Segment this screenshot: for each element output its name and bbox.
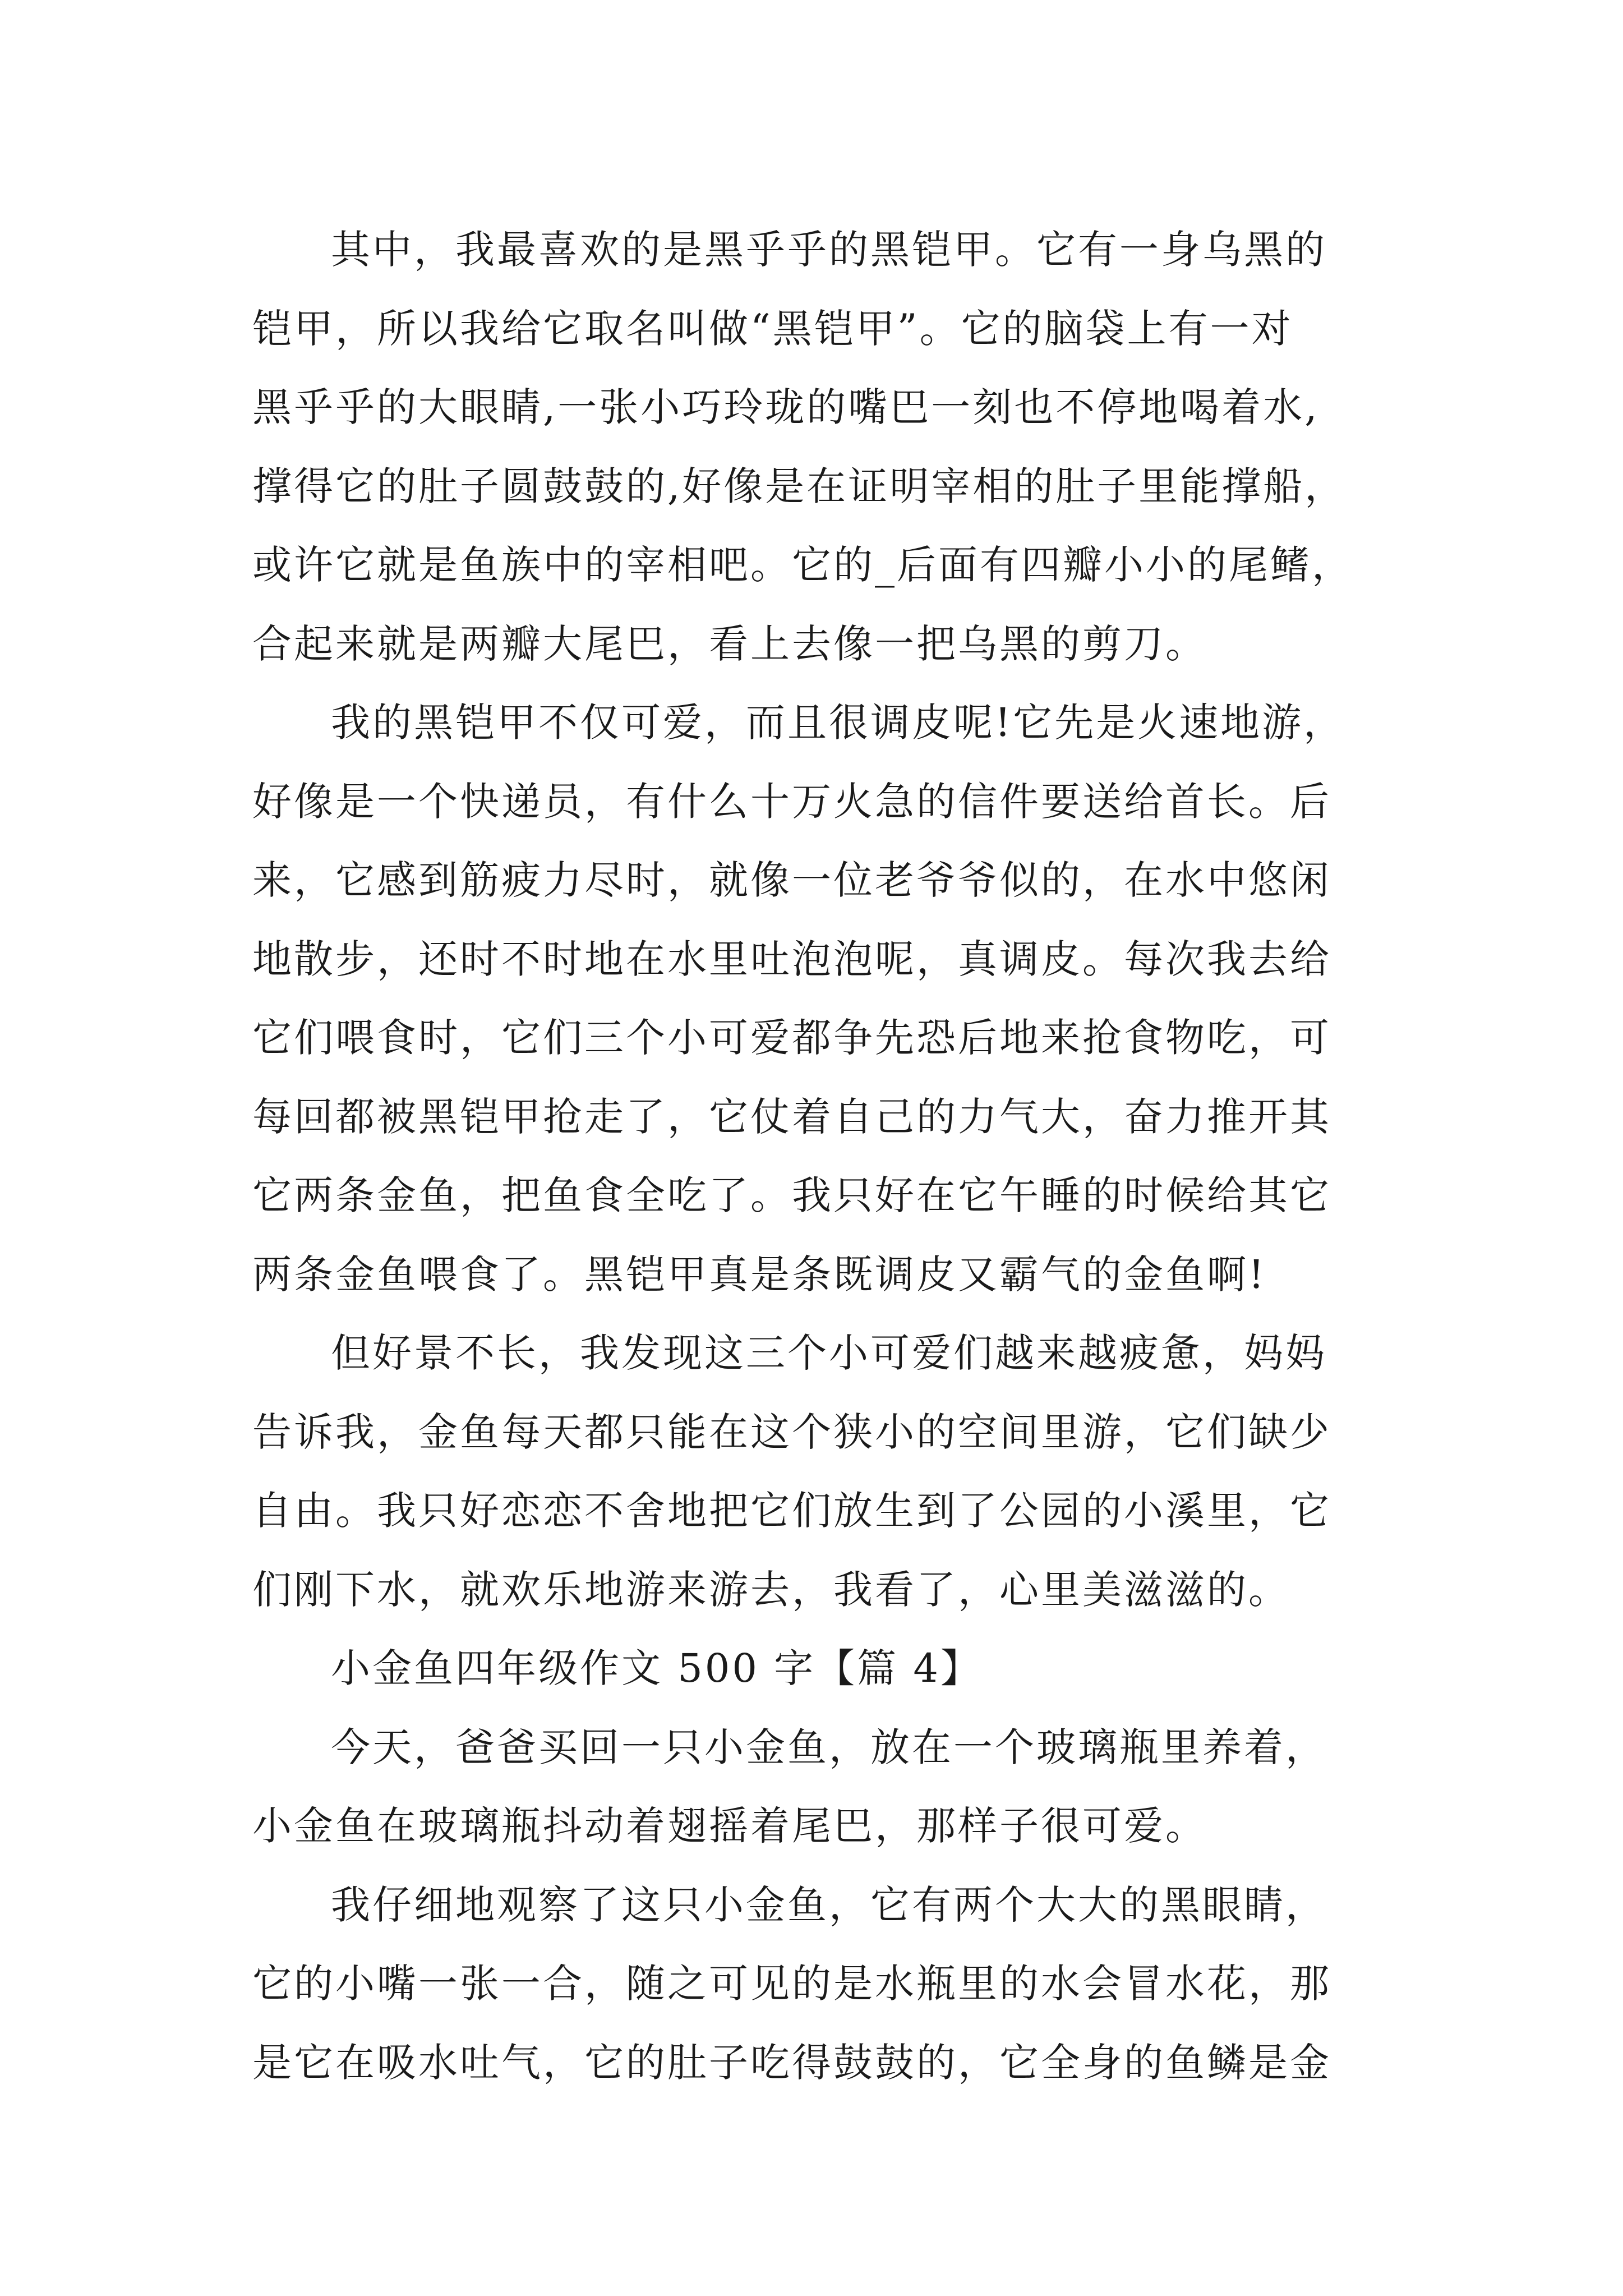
- text-line: 自由。我只好恋恋不舍地把它们放生到了公园的小溪里，它: [252, 1488, 1331, 1534]
- text-line: 每回都被黑铠甲抢走了，它仗着自己的力气大，奋力推开其: [252, 1093, 1331, 1140]
- text-line: 小金鱼在玻璃瓶抖动着翅摇着尾巴，那样子很可爱。: [252, 1803, 1207, 1849]
- text-line: 铠甲，所以我给它取名叫做“黑铠甲”。它的脑袋上有一对: [252, 305, 1293, 352]
- text-line: 它两条金鱼，把鱼食全吃了。我只好在它午睡的时候给其它: [252, 1172, 1331, 1218]
- text-line: 来，它感到筋疲力尽时，就像一位老爷爷似的，在水中悠闲: [252, 857, 1331, 903]
- text-line: 们刚下水，就欢乐地游来游去，我看了，心里美滋滋的。: [252, 1566, 1290, 1613]
- text-line: 它的小嘴一张一合，随之可见的是水瓶里的水会冒水花，那: [252, 1961, 1331, 2007]
- text-line: 地散步，还时不时地在水里吐泡泡呢，真调皮。每次我去给: [252, 936, 1331, 982]
- text-line: 撑得它的肚子圆鼓鼓的,好像是在证明宰相的肚子里能撑船，: [252, 463, 1347, 509]
- text-line: 是它在吸水吐气，它的肚子吃得鼓鼓的，它全身的鱼鳞是金: [252, 2039, 1331, 2086]
- text-line: 它们喂食时，它们三个小可爱都争先恐后地来抢食物吃，可: [252, 1015, 1331, 1061]
- text-line: 但好景不长，我发现这三个小可爱们越来越疲惫，妈妈: [331, 1330, 1327, 1376]
- text-line: 合起来就是两瓣大尾巴，看上去像一把乌黑的剪刀。: [252, 620, 1207, 667]
- text-line: 其中，我最喜欢的是黑乎乎的黑铠甲。它有一身乌黑的: [331, 227, 1327, 273]
- text-line: 告诉我，金鱼每天都只能在这个狭小的空间里游，它们缺少: [252, 1409, 1331, 1455]
- text-line: 黑乎乎的大眼睛,一张小巧玲珑的嘴巴一刻也不停地喝着水,: [252, 384, 1320, 430]
- text-line: 或许它就是鱼族中的宰相吧。它的_后面有四瓣小小的尾鳍，: [252, 542, 1353, 588]
- text-line: 今天，爸爸买回一只小金鱼，放在一个玻璃瓶里养着，: [331, 1724, 1327, 1770]
- text-line: 我的黑铠甲不仅可爱，而且很调皮呢!它先是火速地游，: [331, 700, 1345, 746]
- text-line: 好像是一个快递员，有什么十万火急的信件要送给首长。后: [252, 778, 1331, 825]
- text-line: 小金鱼四年级作文 500 字【篇 4】: [331, 1645, 982, 1691]
- document-body: [252, 210, 1374, 2102]
- text-line: 我仔细地观察了这只小金鱼，它有两个大大的黑眼睛，: [331, 1881, 1327, 1928]
- text-line: 两条金鱼喂食了。黑铠甲真是条既调皮又霸气的金鱼啊!: [252, 1251, 1267, 1297]
